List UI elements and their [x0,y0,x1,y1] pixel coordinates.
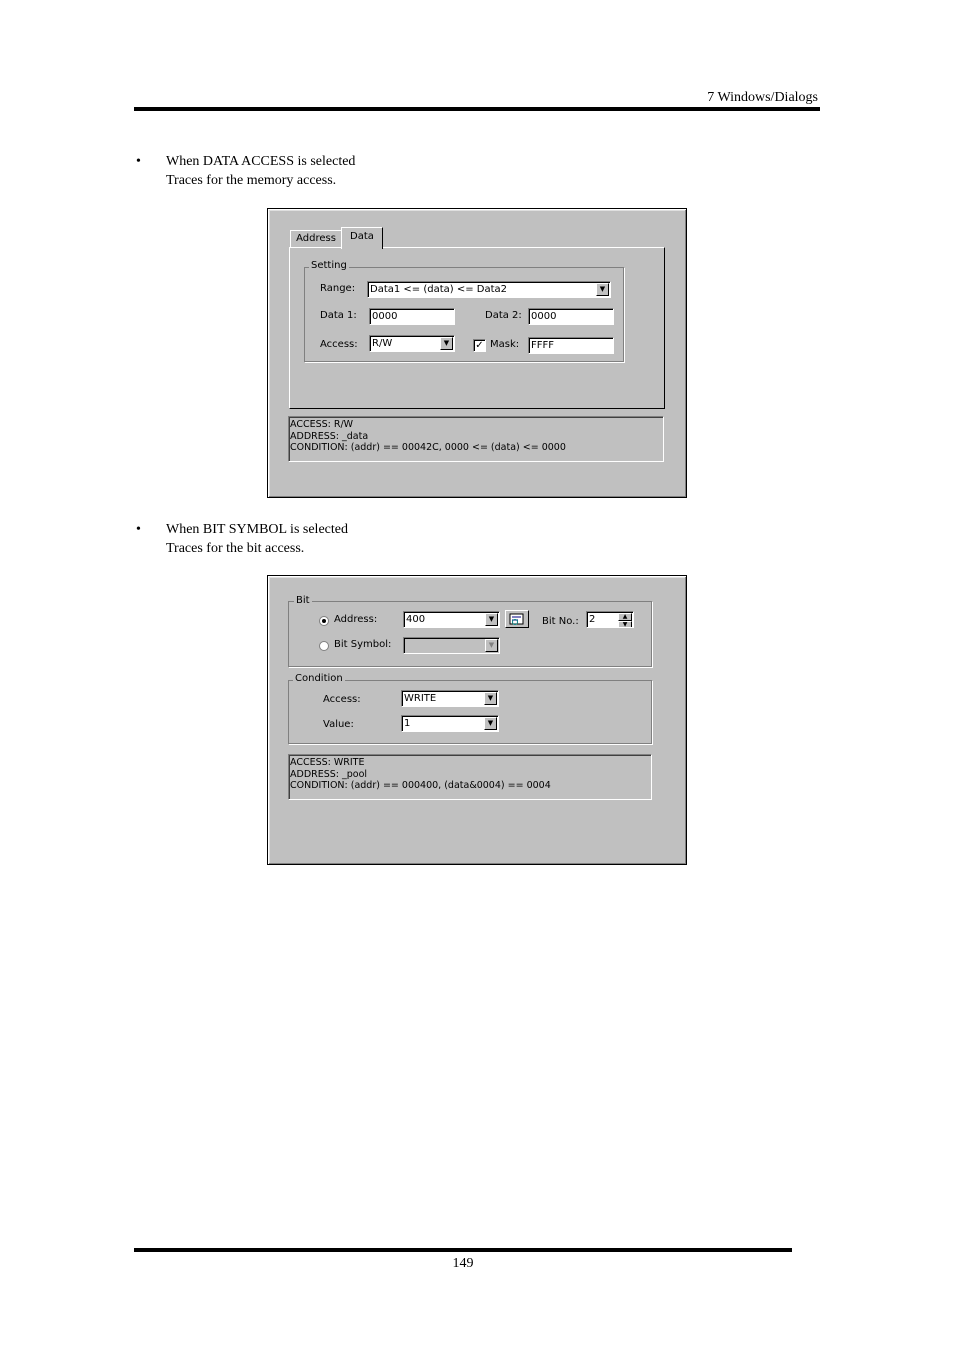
section-description: Traces for the bit access. [166,541,305,556]
data2-input[interactable]: 0000 [528,308,614,325]
data1-label: Data 1: [320,310,357,321]
bullet-marker: • [136,522,141,537]
value-value: 1 [404,718,411,729]
bitsymbol-label: Bit Symbol: [334,639,392,650]
data1-input[interactable]: 0000 [369,308,455,325]
mask-input[interactable]: FFFF [528,337,614,354]
summary-line: ADDRESS: _data [290,430,369,442]
data2-label: Data 2: [485,310,522,321]
range-select[interactable] [367,281,611,298]
setting-group-label: Setting [311,260,347,271]
radio-selected-icon [322,619,326,623]
chevron-down-icon[interactable]: ▼ [484,717,497,730]
bitno-spinner[interactable] [586,611,634,628]
header-rule [134,107,820,111]
value-label: Value: [323,719,354,730]
summary-line: ACCESS: WRITE [290,757,365,768]
value-select[interactable] [401,715,499,732]
range-value: Data1 <= (data) <= Data2 [370,284,508,295]
tab-data[interactable]: Data [341,227,383,249]
spin-up-icon[interactable]: ▲ [618,613,632,621]
condition-group-label: Condition [295,673,343,684]
summary-line: CONDITION: (addr) == 00042C, 0000 <= (data) <= 0000 [290,442,566,453]
range-label: Range: [320,283,356,294]
chevron-down-icon[interactable]: ▼ [596,283,609,296]
access-value: WRITE [404,693,437,704]
bit-symbol-dialog [267,575,687,865]
section-description: Traces for the memory access. [166,173,337,188]
bitno-label: Bit No.: [542,616,579,627]
section-bit-symbol [136,520,536,560]
access-select[interactable] [369,335,455,352]
address-label: Address: [334,614,378,625]
data-access-dialog [267,208,687,498]
page-header-title: 7 Windows/Dialogs [707,90,818,105]
bitno-value: 2 [589,614,596,625]
bitsymbol-combo[interactable] [403,637,500,654]
browse-icon [506,611,528,627]
bullet-marker: • [136,154,141,169]
section-data-access [136,152,536,192]
bitsymbol-radio[interactable] [319,641,329,651]
address-value: 400 [406,614,426,625]
browse-button[interactable] [505,610,529,628]
chevron-down-icon[interactable]: ▼ [485,613,498,626]
mask-label: Mask: [490,339,520,350]
page-number: 149 [452,1256,474,1271]
address-radio[interactable] [319,616,329,626]
summary-line: ACCESS: R/W [290,419,354,430]
condition-summary [288,754,652,800]
chevron-down-icon[interactable]: ▼ [440,337,453,350]
access-label: Access: [320,339,358,350]
spin-down-icon[interactable]: ▼ [618,621,632,628]
spin-buttons[interactable] [618,613,632,628]
checkmark-icon: ✓ [475,340,484,351]
chevron-down-icon[interactable]: ▼ [484,692,497,705]
summary-line: CONDITION: (addr) == 000400, (data&0004) == 0004 [290,780,551,791]
mask-checkbox[interactable] [473,339,486,352]
section-title: When BIT SYMBOL is selected [166,522,348,537]
address-combo[interactable] [403,611,500,628]
summary-line: ADDRESS: _pool [290,768,368,780]
section-title: When DATA ACCESS is selected [166,154,356,169]
access-select[interactable] [401,690,499,707]
access-value: R/W [372,338,393,349]
footer-rule [134,1248,792,1252]
condition-summary [288,416,664,462]
bit-group-label: Bit [296,595,310,606]
chevron-down-icon[interactable]: ▼ [485,639,498,652]
access-label: Access: [323,694,361,705]
tab-address[interactable]: Address [290,230,342,247]
